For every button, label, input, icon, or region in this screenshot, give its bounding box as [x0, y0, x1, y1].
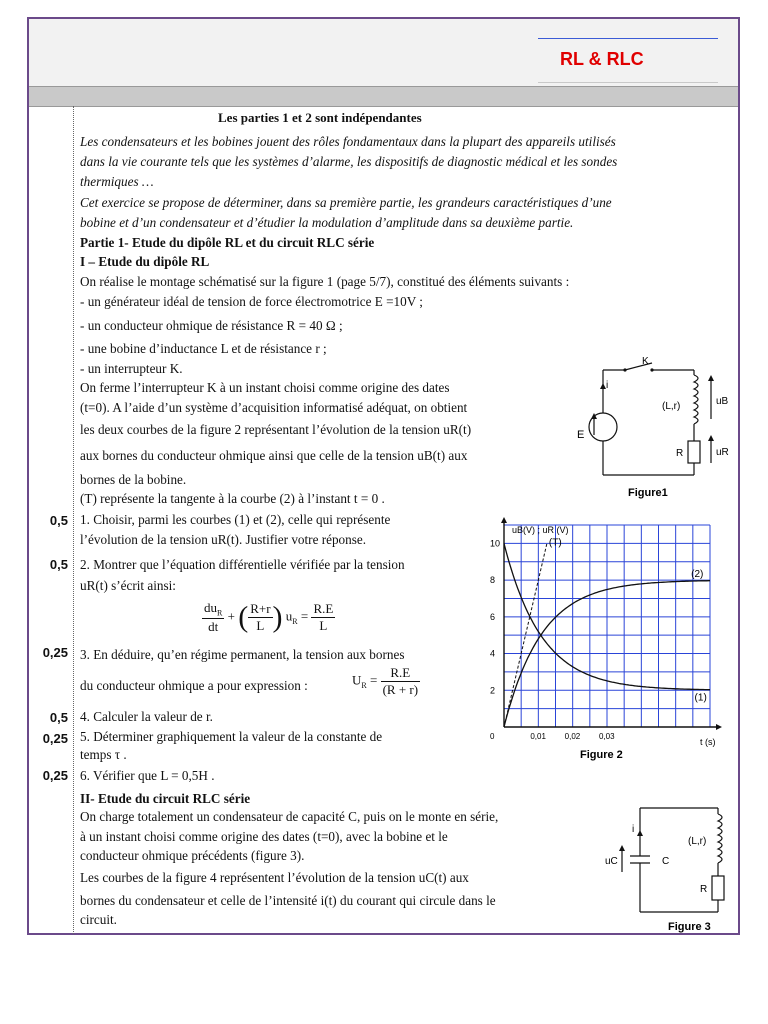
points-q4: 0,5 — [49, 710, 68, 725]
body-line: (t=0). A l’aide d’un système d’acquisition informatisé adéquat, on obtient — [80, 400, 468, 415]
question-2: 2. Montrer que l’équation différentielle vérifiée par la tension — [80, 557, 405, 572]
points-column-divider — [73, 106, 74, 934]
points-q6: 0,25 — [42, 768, 68, 783]
body-line: On charge totalement un condensateur de capacité C, puis on le monte en série, — [80, 809, 499, 824]
body-line: - un générateur idéal de tension de force électromotrice E =10V ; — [80, 294, 423, 309]
question-2-cont: uR(t) s’écrit ainsi: — [80, 578, 176, 593]
resistor-label: R — [676, 448, 684, 459]
header-rule-bottom — [538, 82, 718, 83]
intro-line: Les condensateurs et les bobines jouent des rôles fondamentaux dans la plupart des appareils utilisés — [80, 134, 616, 149]
figure-3-caption: Figure 3 — [668, 921, 711, 933]
body-line: conducteur ohmique précédents (figure 3). — [80, 848, 305, 863]
body-line: - une bobine d’inductance L et de résistance r ; — [80, 341, 327, 356]
points-q5: 0,25 — [42, 731, 68, 746]
section2-title: II- Etude du circuit RLC série — [80, 791, 251, 806]
regime-expression: $U_R$ = $\frac{R.E}{(R + r)}$ — [352, 665, 419, 697]
points-q3: 0,25 — [42, 645, 68, 660]
current-label: i — [632, 824, 635, 835]
body-line: aux bornes du conducteur ohmique ainsi que celle de la tension uB(t) aux — [80, 448, 468, 463]
body-line: Les courbes de la figure 4 représentent l’évolution de la tension uC(t) aux — [80, 870, 469, 885]
x-tick-label: 0,03 — [599, 732, 615, 741]
body-line: bornes du condensateur et celle de l’intensité i(t) du courant qui circule dans le — [80, 893, 496, 908]
x-tick-label: 0 — [490, 732, 495, 741]
coil-label: (L,r) — [688, 836, 707, 847]
uR-label: uR — [716, 447, 729, 458]
chart-x-label: t (s) — [700, 737, 716, 747]
body-line: bornes de la bobine. — [80, 472, 187, 487]
question-5-cont: temps τ . — [80, 747, 127, 762]
intro-line: Cet exercice se propose de déterminer, dans sa première partie, les grandeurs caractéristiques d’une — [80, 195, 612, 210]
current-label: i — [606, 380, 609, 391]
question-4: 4. Calculer la valeur de r. — [80, 709, 213, 724]
y-tick-label: 2 — [490, 685, 496, 696]
question-1-cont: l’évolution de la tension uR(t). Justifier votre réponse. — [80, 532, 367, 547]
body-line: - un conducteur ohmique de résistance R = 40 Ω ; — [80, 318, 343, 333]
x-tick-label: 0,02 — [564, 732, 581, 741]
x-axis-arrow — [716, 724, 722, 730]
curve-1-label: (1) — [694, 692, 707, 704]
body-line: (T) représente la tangente à la courbe (2) à l’instant t = 0 . — [80, 491, 385, 506]
question-3-cont: du conducteur ohmique a pour expression : — [80, 678, 308, 693]
question-5: 5. Déterminer graphiquement la valeur de la constante de — [80, 729, 383, 744]
capacitor-label: C — [662, 856, 670, 867]
intro-line: dans la vie courante tels que les systèmes d’alarme, les dispositifs de diagnostic médical et les sondes — [80, 154, 618, 169]
body-line: On ferme l’interrupteur K à un instant choisi comme origine des dates — [80, 380, 450, 395]
intro-line: thermiques … — [80, 174, 154, 189]
y-axis-arrow — [501, 517, 507, 523]
figure-2-chart — [480, 515, 738, 765]
y-tick-label: 4 — [490, 648, 496, 659]
question-3: 3. En déduire, qu’en régime permanent, la tension aux bornes — [80, 647, 405, 662]
y-tick-label: 6 — [490, 611, 496, 622]
uB-label: uB — [716, 396, 729, 407]
body-line: On réalise le montage schématisé sur la figure 1 (page 5/7), constitué des éléments suivants : — [80, 274, 570, 289]
intro-line: bobine et d’un condensateur et d’étudier la modulation d’amplitude dans sa deuxième partie. — [80, 215, 574, 230]
tangent-label: (T) — [548, 537, 562, 549]
body-line: circuit. — [80, 912, 117, 927]
question-1: 1. Choisir, parmi les courbes (1) et (2), celle qui représente — [80, 512, 391, 527]
section1-title: I – Etude du dipôle RL — [80, 254, 210, 269]
figure-1-caption: Figure1 — [628, 487, 668, 499]
figure-1-circuit — [570, 355, 740, 500]
figure-3-circuit — [600, 800, 740, 935]
curve-2-label: (2) — [691, 569, 704, 581]
generator-label: E — [577, 429, 585, 441]
body-line: à un instant choisi comme origine des dates (t=0), avec la bobine et le — [80, 829, 448, 844]
body-line: les deux courbes de la figure 2 représentant l’évolution de la tension uR(t) — [80, 422, 472, 437]
independence-heading: Les parties 1 et 2 sont indépendantes — [218, 110, 422, 125]
uC-label: uC — [605, 856, 618, 867]
part1-title: Partie 1- Etude du dipôle RL et du circuit RLC série — [80, 235, 375, 250]
resistor-label: R — [700, 884, 708, 895]
chart-title: Figure 2 — [580, 749, 623, 761]
x-tick-label: 0,01 — [530, 732, 546, 741]
chart-y-label: uB(V) ; uR (V) — [512, 525, 569, 535]
body-line: - un interrupteur K. — [80, 361, 183, 376]
y-tick-label: 8 — [490, 575, 496, 586]
differential-equation: $\frac{du_R}{dt}$ + ( $\frac{R+r}{L}$ ) $u_R$ = $\frac{R.E}{L}$ — [204, 600, 334, 634]
question-6: 6. Vérifier que L = 0,5H . — [80, 768, 215, 783]
coil-label: (L,r) — [662, 401, 681, 412]
switch-label: K — [642, 356, 649, 367]
page-title: RL & RLC — [560, 49, 644, 69]
header-bar — [29, 86, 738, 107]
header-rule — [538, 38, 718, 39]
y-tick-label: 10 — [490, 538, 501, 549]
points-q1: 0,5 — [49, 513, 68, 528]
points-q2: 0,5 — [49, 557, 68, 572]
